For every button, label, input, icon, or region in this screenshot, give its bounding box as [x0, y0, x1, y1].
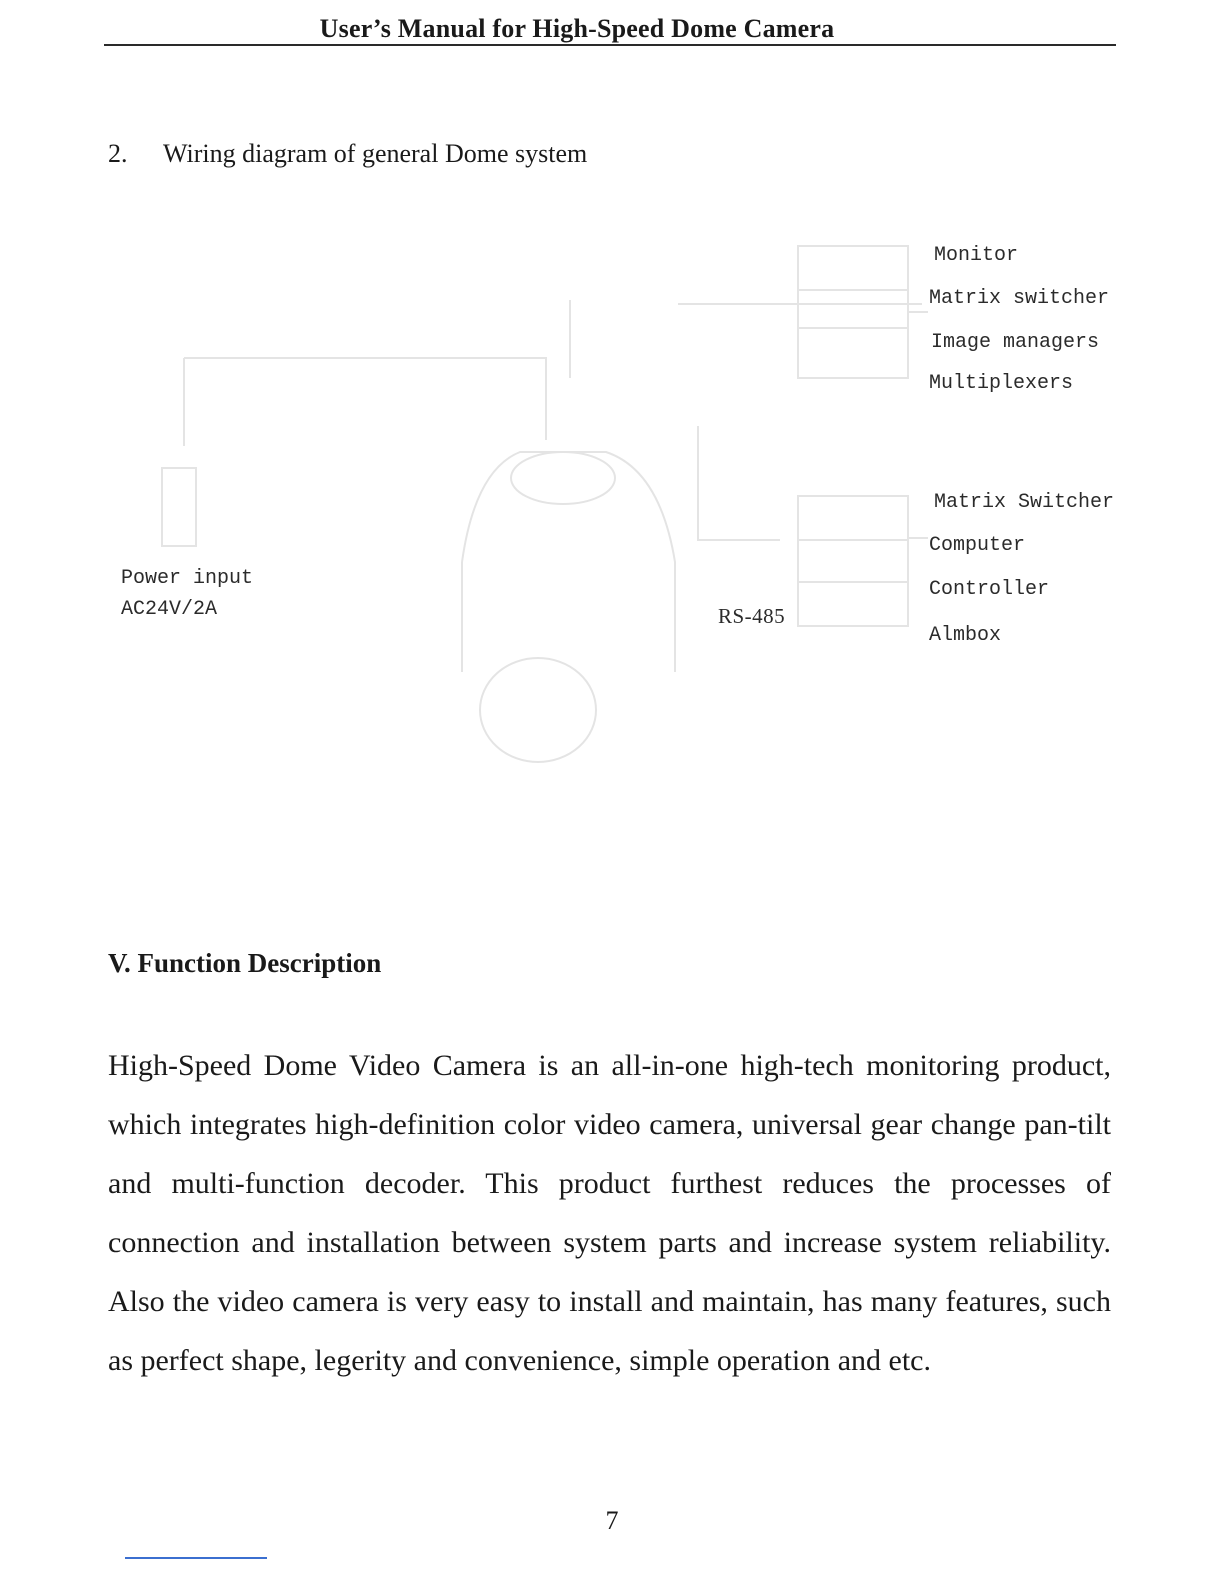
power-adapter-shape [162, 468, 196, 546]
control-device-computer: Computer [929, 534, 1026, 557]
video-device-monitor: Monitor [934, 244, 1019, 267]
page-number: 7 [605, 1506, 619, 1535]
dome-camera-top-shape [511, 452, 615, 504]
running-header: User’s Manual for High-Speed Dome Camera [319, 14, 835, 43]
section-number: 2. [108, 139, 128, 168]
function-description-heading: V. Function Description [108, 948, 382, 978]
video-device-matrix-switcher: Matrix switcher [929, 287, 1110, 310]
video-device-multiplexers: Multiplexers [929, 372, 1074, 395]
power-input-label: Power input [121, 567, 254, 590]
video-device-rack-shape [798, 246, 908, 378]
function-description-paragraph: High-Speed Dome Video Camera is an all-in-one high-tech monitoring product, which integrates high-definition color video camera, universal gear change pan-tilt and multi-function decoder. This product furthest reduces the processes of connection and installation between system parts and increase system reliability. Also the video camera is very easy to install and maintain, has many features, such as perfect shape, legerity and convenience, simple operation and etc. [108, 1049, 1111, 1377]
power-spec-label: AC24V/2A [121, 598, 218, 621]
footnote-rule [125, 1557, 267, 1559]
control-device-almbox: Almbox [929, 624, 1002, 647]
rs485-label: RS-485 [718, 604, 786, 628]
dome-camera-lens-shape [480, 658, 596, 762]
video-device-image-managers: Image managers [931, 331, 1100, 354]
header-rule [104, 44, 1116, 46]
section-title: Wiring diagram of general Dome system [163, 139, 588, 168]
control-device-rack-shape [798, 496, 908, 626]
control-device-controller: Controller [929, 578, 1050, 601]
control-device-matrix-switcher: Matrix Switcher [934, 491, 1115, 514]
